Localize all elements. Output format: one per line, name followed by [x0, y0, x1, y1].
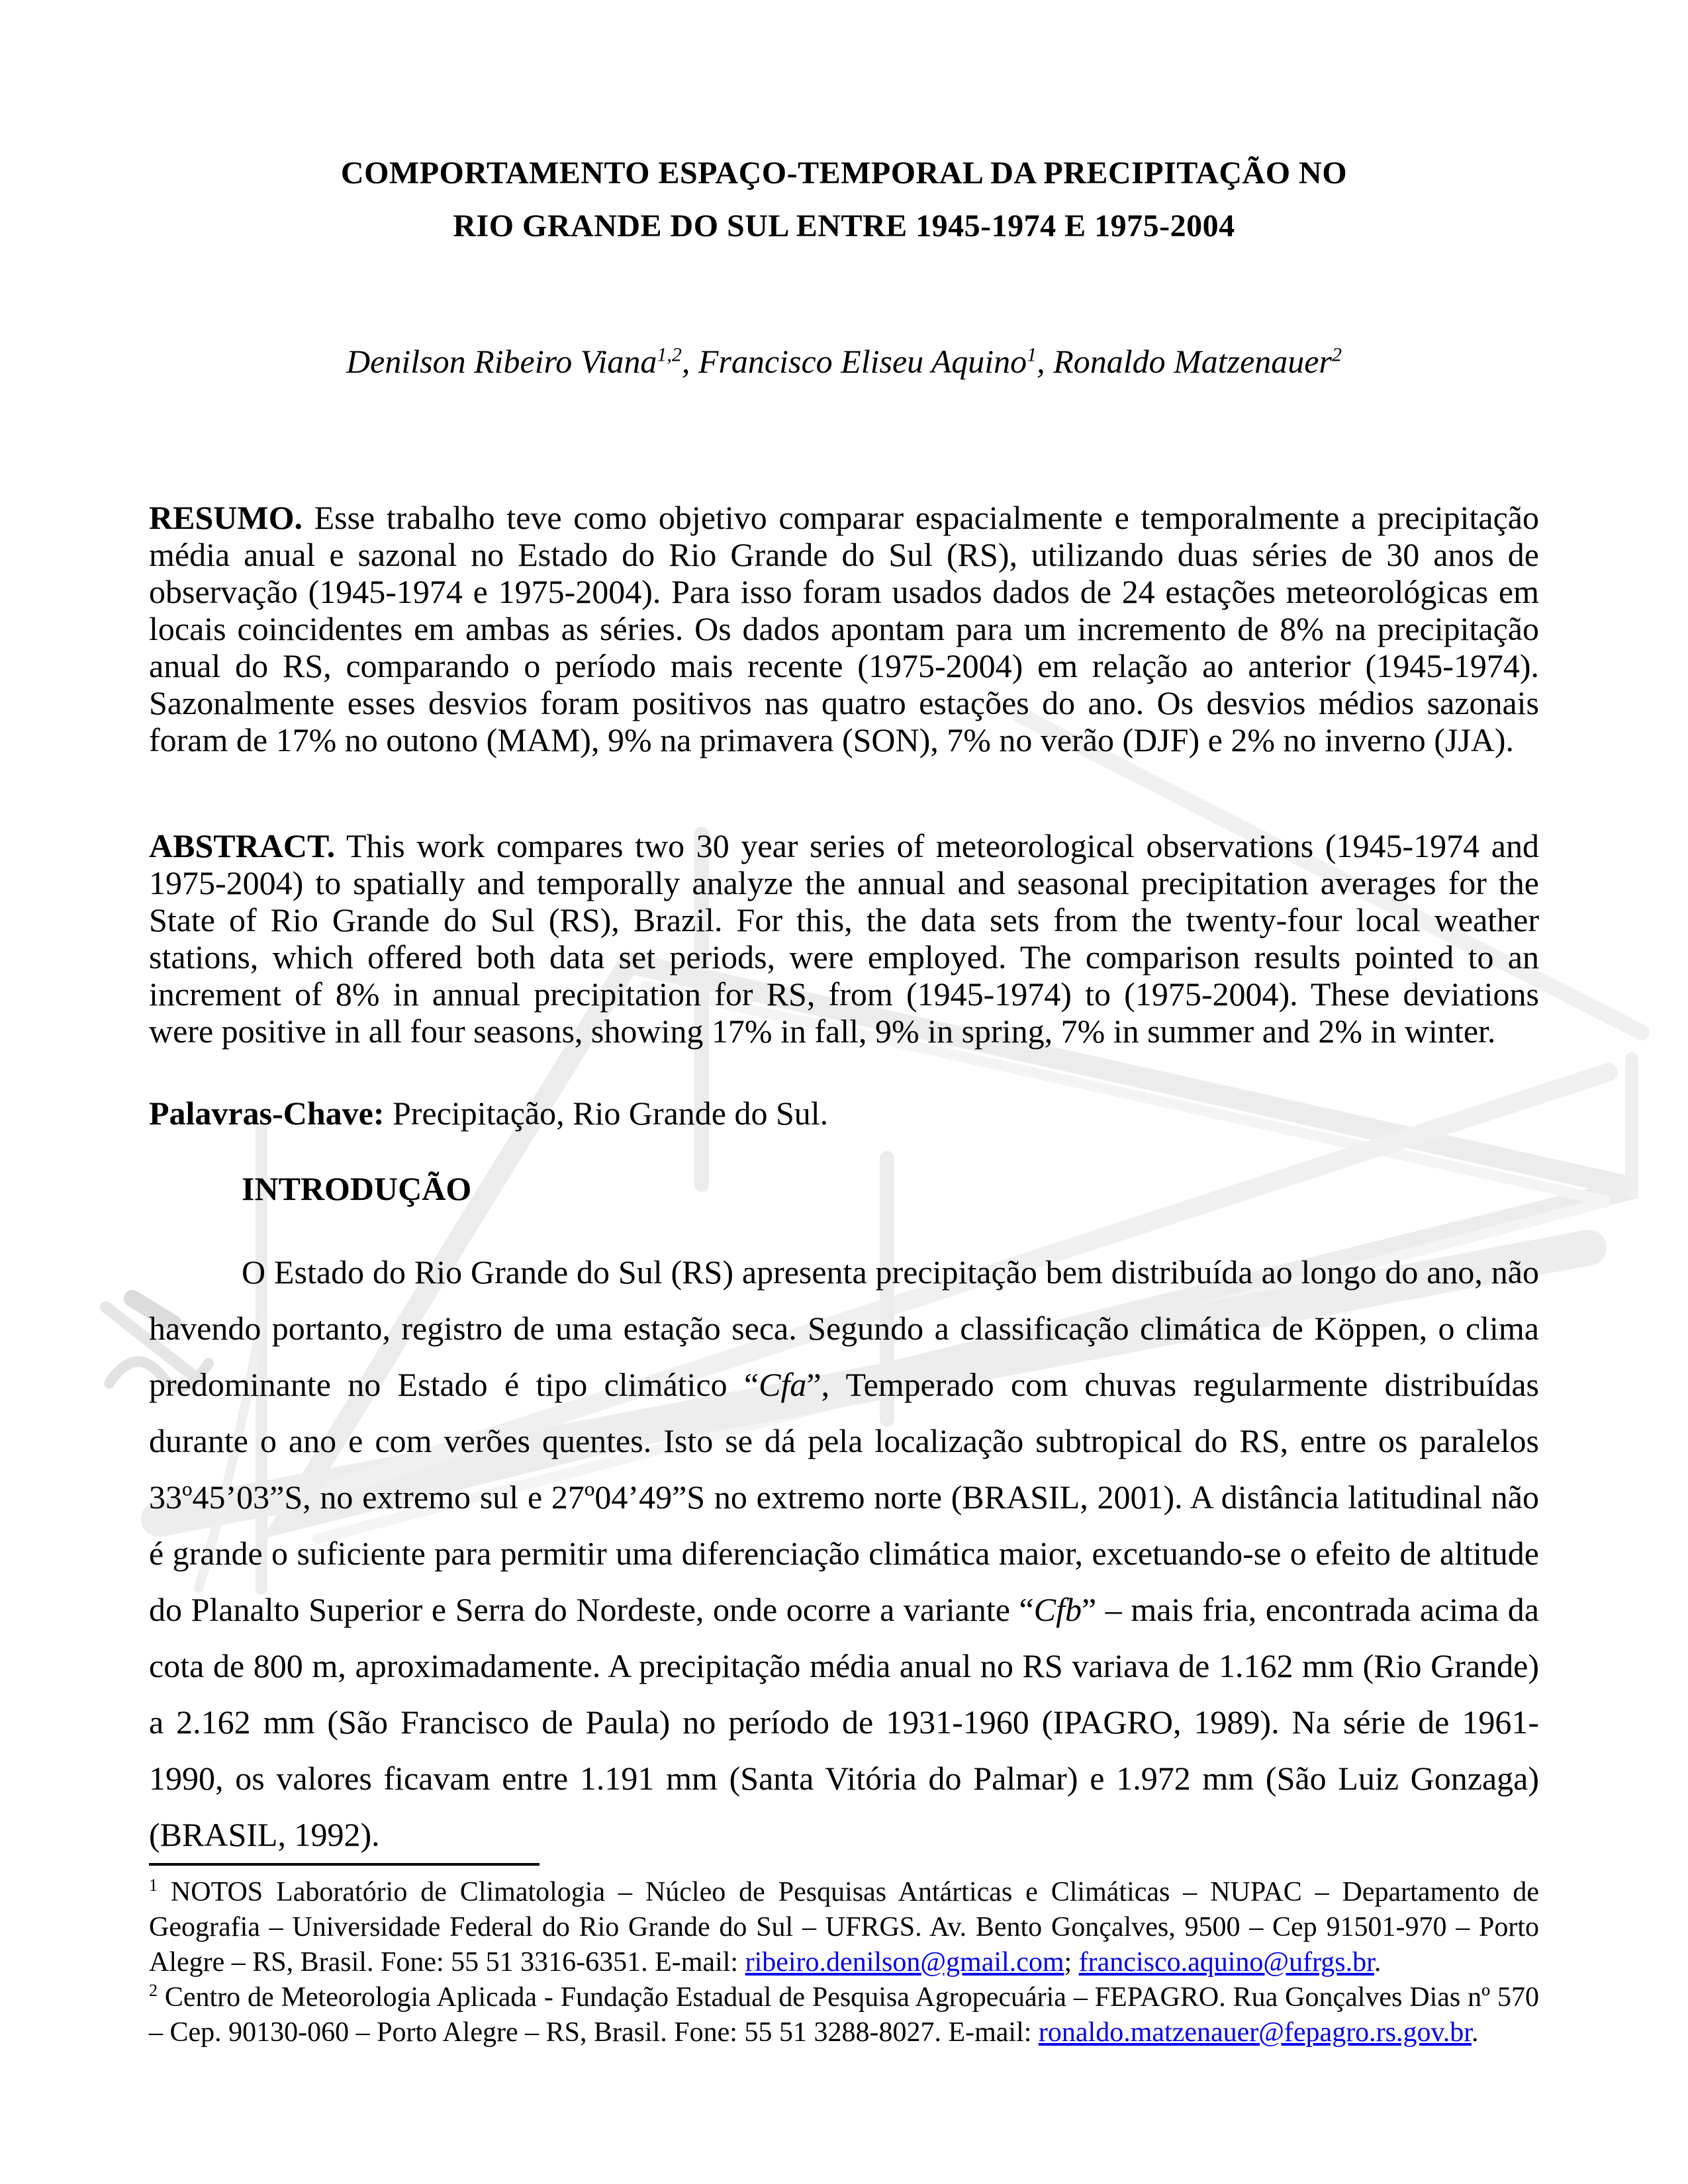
climate-type-cfa: Cfa [759, 1366, 807, 1403]
author-3-affiliation-superscript: 2 [1331, 343, 1342, 366]
resumo-text: Esse trabalho teve como objetivo comparar espacialmente e temporalmente a precipitação média anual e sazonal no Estado do Rio Grande do Sul (RS), utilizando duas séries de 30 anos de observação (1945-1974 e 1975-2004). Para isso foram usados dados de 24 estações meteorológicas em locais coincidentes em ambas as séries. Os dados apontam para um incremento de 8% na precipitação anual do RS, comparando o período mais recente (1975-2004) em relação ao anterior (1945-1974). Sazonalmente esses desvios foram positivos nas quatro estações do ano. Os desvios médios sazonais foram de 17% no outono (MAM), 9% na primavera (SON), 7% no verão (DJF) e 2% no inverno (JJA). [149, 499, 1539, 758]
keywords-line [149, 1095, 1539, 1132]
paper-title-line-1: COMPORTAMENTO ESPAÇO-TEMPORAL DA PRECIPITAÇÃO NO [340, 156, 1348, 191]
abstract-paragraph [149, 827, 1539, 1050]
introduction-paragraph [149, 1244, 1539, 1863]
footnote-1-marker: 1 [149, 1876, 158, 1895]
footnote-separator-rule [149, 1863, 539, 1866]
footnote-1-email-link-1[interactable]: ribeiro.denilson@gmail.com [745, 1947, 1064, 1978]
author-2-name: Francisco Eliseu Aquino [698, 343, 1027, 380]
keywords-text: Precipitação, Rio Grande do Sul. [384, 1095, 829, 1132]
author-3-name: Ronaldo Matzenauer [1053, 343, 1332, 380]
keywords-label: Palavras-Chave: [149, 1095, 385, 1132]
paper-title-line-2: RIO GRANDE DO SUL ENTRE 1945-1974 E 1975-2004 [453, 208, 1235, 244]
introduction-run-4: ” – mais fria, encontrada acima da cota de 800 m, aproximadamente. A precipitação média anual no RS variava de 1.162 mm (Rio Grande) a 2.162 mm (São Francisco de Paula) no período de 1931-1960 (IPAGRO, 1989). Na série de 1961-1990, os valores ficavam entre 1.191 mm (Santa Vitória do Palmar) e 1.972 mm (São Luiz Gonzaga) (BRASIL, 1992). [149, 1591, 1539, 1853]
authors-line [149, 341, 1539, 382]
author-1-affiliation-superscript: 1,2 [657, 343, 682, 366]
author-2-affiliation-superscript: 1 [1027, 343, 1037, 366]
introduction-run-0: O Estado do Rio Grande do Sul (RS) apresenta precipitação bem distribuída ao longo do ano, não havendo portanto, registro de uma estação seca. Segundo a classificação climática de Köppen, o clima predominante no Estado é tipo climático “ [149, 1253, 1539, 1403]
footnote-1-period: . [1374, 1947, 1382, 1978]
paper-title [149, 147, 1539, 253]
introduction-run-2: ”, Temperado com chuvas regularmente distribuídas durante o ano e com verões quentes. Isto se dá pela localização subtropical do RS, entre os paralelos 33º45’03”S, no extremo sul e 27º04’49”S no extremo norte (BRASIL, 2001). A distância latitudinal não é grande o suficiente para permitir uma diferenciação climática maior, excetuando-se o efeito de altitude do Planalto Superior e Serra do Nordeste, onde ocorre a variante “ [149, 1366, 1539, 1628]
footnotes-section [149, 1875, 1539, 2050]
footnote-1-link-separator: ; [1064, 1947, 1079, 1978]
footnote-2-email-link-1[interactable]: ronaldo.matzenauer@fepagro.rs.gov.br [1038, 2017, 1472, 2048]
footnote-2-period: . [1471, 2017, 1479, 2048]
abstract-label: ABSTRACT. [149, 827, 336, 864]
footnote-1 [149, 1875, 1539, 1980]
resumo-paragraph [149, 499, 1539, 758]
resumo-label: RESUMO. [149, 499, 303, 536]
author-1-name: Denilson Ribeiro Viana [346, 343, 657, 380]
climate-type-cfb: Cfb [1033, 1591, 1082, 1628]
footnote-2-marker: 2 [149, 1981, 158, 2000]
footnote-2 [149, 1980, 1539, 2050]
footnote-1-email-link-2[interactable]: francisco.aquino@ufrgs.br [1078, 1947, 1374, 1978]
author-separator: , [1037, 343, 1054, 380]
abstract-text: This work compares two 30 year series of meteorological observations (1945-1974 and 1975-2004) to spatially and temporally analyze the annual and seasonal precipitation averages for the State of Rio Grande do Sul (RS), Brazil. For this, the data sets from the twenty-four local weather stations, which offered both data set periods, were employed. The comparison results pointed to an increment of 8% in annual precipitation for RS, from (1945-1974) to (1975-2004). These deviations were positive in all four seasons, showing 17% in fall, 9% in spring, 7% in summer and 2% in winter. [149, 827, 1539, 1050]
page-content [149, 0, 1539, 2184]
author-separator: , [681, 343, 698, 380]
footnote-2-text: Centro de Meteorologia Aplicada - Fundação Estadual de Pesquisa Agropecuária – FEPAGRO. Rua Gonçalves Dias nº 570 – Cep. 90130-060 – Porto Alegre – RS, Brasil. Fone: 55 51 3288-8027. E-mail: [149, 1982, 1539, 2048]
introduction-heading: INTRODUÇÃO [242, 1170, 472, 1207]
footnote-1-text: NOTOS Laboratório de Climatologia – Núcleo de Pesquisas Antárticas e Climáticas – NUPAC – Departamento de Geografia – Universidade Federal do Rio Grande do Sul – UFRGS. Av. Bento Gonçalves, 9500 – Cep 91501-970 – Porto Alegre – RS, Brasil. Fone: 55 51 3316-6351. E-mail: [149, 1877, 1539, 1978]
